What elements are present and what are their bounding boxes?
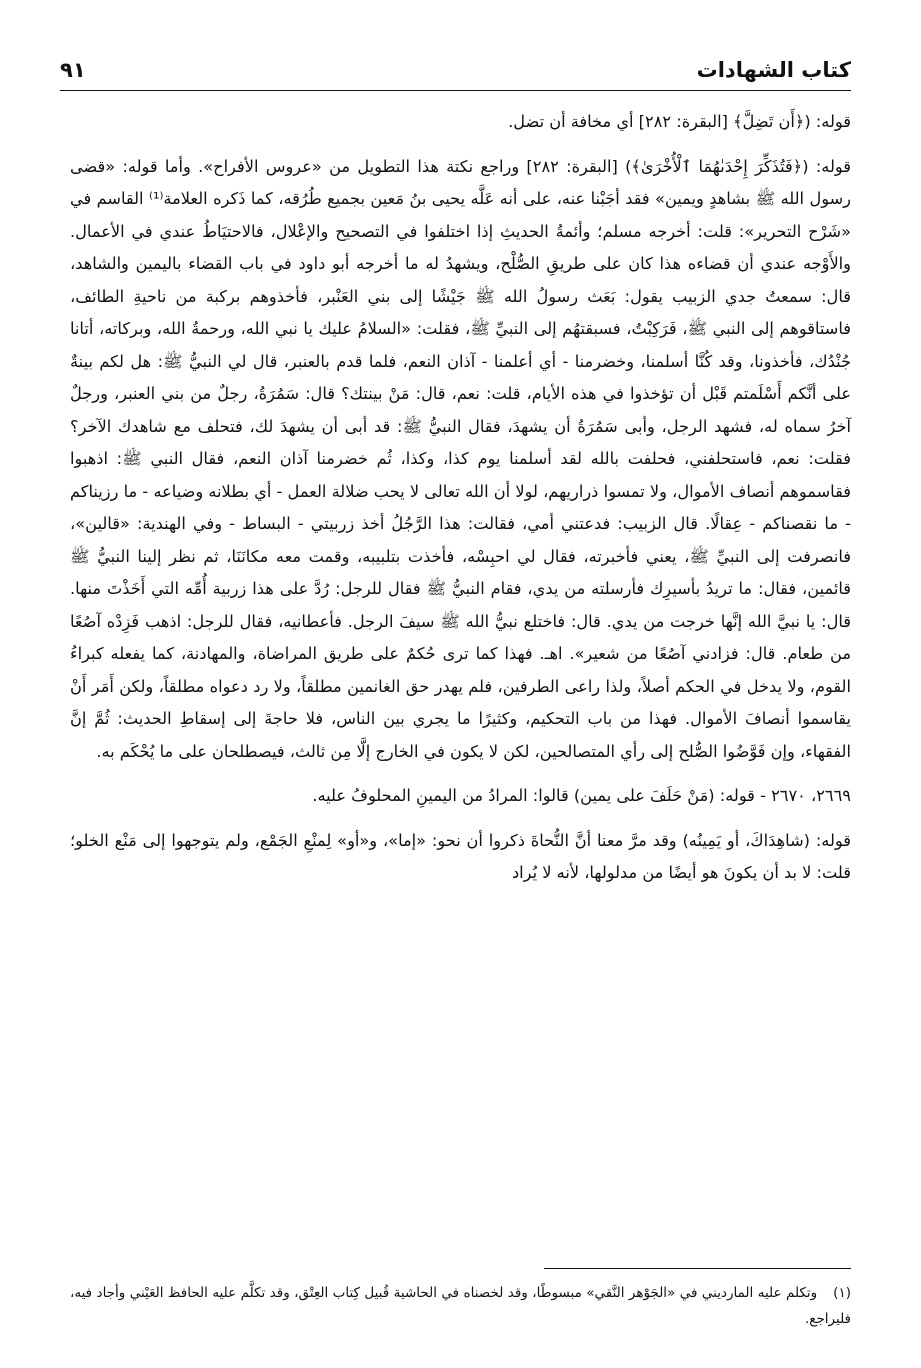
paragraph: ٢٦٦٩، ٢٦٧٠ - قوله: (مَنْ حَلَفَ على يمين) قالوا: المرادُ من اليمينِ المحلوفُ عليه.: [312, 786, 851, 805]
footnote-text: وتكلم عليه المارديني في «الجَوْهر النَّقي» مبسوطًا، وقد لخصناه في الحاشية قُبيل كِتاب العِتْق، وقد تكلَّم عليه الحافظ العَيْني وأجاد فيه، فليراجع.: [70, 1285, 851, 1327]
footnote: [70, 1280, 851, 1332]
page-number: ٩١: [60, 58, 86, 82]
paragraph: قوله: (﴿أَن تَضِلَّ﴾ [البقرة: ٢٨٢] أي مخافة أن تضل.: [508, 112, 851, 131]
main-text: [70, 106, 851, 890]
paragraph: قوله: (﴿فَتُذَكِّرَ إِحْدَىٰهُمَا ٱلْأُخْرَىٰ﴾) [البقرة: ٢٨٢] وراجع نكتة هذا التطويل من «عروس الأفراح». وأما قوله: «قضى رسول الله ﷺ بشاهدٍ ويمين» فقد أجَبْنا عنه، على أنه عَلَّه يحيى بنُ مَعين بجميع طُرُقه، كما ذَكره العلامة⁽¹⁾ القاسم في «شَرْح التحرير»: قلت: أخرجه مسلم؛ وأئمةُ الحديثِ إذا اختلفوا في التصحيح والإعْلال، فالاحتيَاطُ عندي في الأعمال. والأَوْجه عندي أن قضاءه هذا كان على طريقِ الصُّلْح، ويشهدُ له ما أخرجه أبو داود في باب القضاء باليمين والشاهد، قال: سمعتُ جدي الزبيب يقول: بَعَث رسولُ الله ﷺ جَيْشًا إلى بني العَنْبر، فأخذوهم بركبة من ناحيةِ الطائف، فاستاقوهم إلى النبي ﷺ، فَرَكِبْتُ، فسبقتهُم إلى النبيِّ ﷺ، فقلت: «السلامُ عليك يا نبي الله، ورحمةُ الله، وبركاته، أتانا جُنْدُك، فأخذونا، وقد كُنَّا أسلمنا، وخضرمنا - أي أعلمنا - آذان النعم، فلما قدم بالعنبر، قال لي النبيُّ ﷺ: هل لكم بينةٌ على أنَّكم أَسْلَمتم قَبْل أن تؤخذوا في هذه الأيام، قلت: نعم، قال: مَنْ بينتك؟ قال: سَمُرَةُ، رجلٌ من بني العنبر، ورجلٌ آخرُ سماه له، فشهد الرجل، وأبى سَمُرَةُ أن يشهدَ، فقال النبيُّ ﷺ: قد أبى أن يشهدَ لك، فتحلف مع شاهدك الآخر؟ فقلت: نعم، فاستحلفني، فحلفت بالله لقد أسلمنا يوم كذا، وكذا، ثُم خضرمنا آذان النعم، فقال النبي ﷺ: اذهبوا فقاسموهم أنصاف الأموال، ولا تمسوا ذراريهم، لولا أن الله تعالى لا يحب ضلالة العمل - أي بطلانه وضياعه - ما رزيناكم - ما نقصناكم - عِقالًا. قال الزبيب: فدعتني أمي، فقالت: هذا الرَّجُلُ أخذ زربيتي - البساط - وفي الهندية: «قالين»، فانصرفت إلى النبيِّ ﷺ، يعني فأخبرته، فقال لي احبِسْه، فأخذت بتلبيبه، وقمت معه مكانَنَا، ثم نظر إلينا النبيُّ ﷺ قائمين، فقال: ما تريدُ بأسيرِك فأرسلته من يدي، فقام النبيُّ ﷺ فقال للرجل: رُدَّ على هذا زربية أُمِّه التي أَخَذْتَ منها. قال: يا نبيَّ الله إنَّها خرجت من يدي. قال: فاختلع نبيُّ الله ﷺ سيفَ الرجل. فأعطانيه، فقال للرجل: اذهب فَزِدْه آصُعًا من طعام. قال: فزادني آصُعًا من شعير». اهـ. فهذا كما ترى حُكمٌ على طريق المراضاة، والمهادنة، كما يفعله كبراءُ القوم، ولا يدخل في الحكم أصلاً، ولذا راعى الطرفين، فلم يهدر حق الغانمين مطلقاً، ولا رد دعواه مطلقاً، ولكن أَمَر أَنْ يقاسموا أنصافَ الأموال. فهذا من باب التحكيم، وكثيرًا ما يجري بين الناس، فلا حاجةَ إلى إسقاطِ الحديث: ثُمَّ إنَّ الفقهاء، وإن فَوَّضُوا الصُّلح إلى رأي المتصالحين، لكن لا يكون في الخارج إلَّا مِن ثالث، فيصطلحان على ما يُحْكَم به.: [70, 156, 851, 761]
paragraph: قوله: (شاهِدَاكَ، أو يَمِينُه) وقد مرَّ معنا أنَّ النُّحاةَ ذكروا أن نحو: «إما»، و«أو» لِمنْعِ الجَمْع، ولم يتوجهوا إلى مَنْع الخلو؛ قلت: لا بد أن يكونَ هو أيضًا من مدلولها، لأنه لا يُراد: [70, 830, 851, 882]
footnote-divider: [544, 1268, 851, 1269]
page-header: [60, 50, 851, 91]
footnote-marker: (١): [833, 1285, 851, 1301]
running-title: كتاب الشهادات: [696, 58, 851, 82]
